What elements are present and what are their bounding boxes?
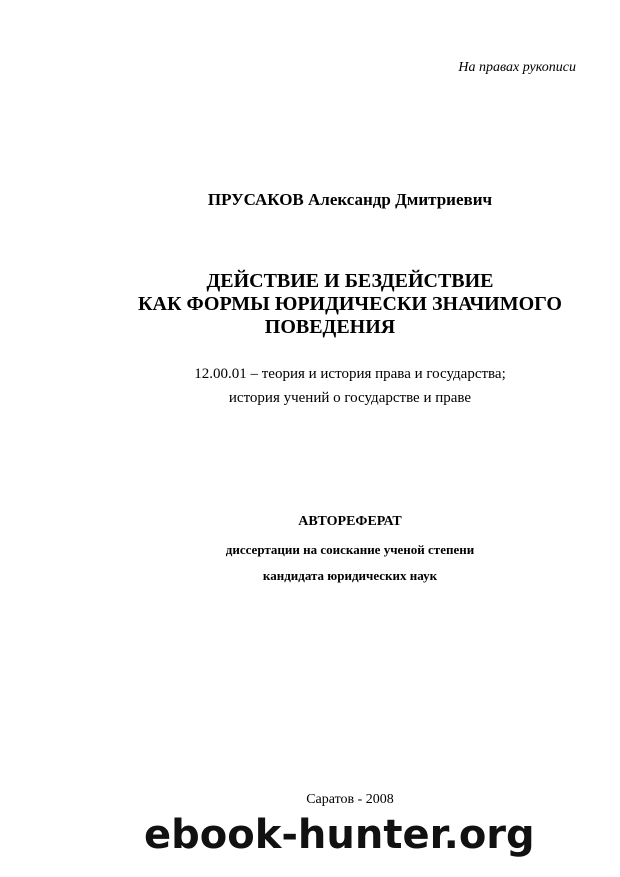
specialty-line: 12.00.01 – теория и история права и государства; [194,366,506,382]
watermark-text: ebook-hunter.org [144,812,535,858]
description-line: диссертации на соискание ученой степени [225,542,475,557]
title-line: КАК ФОРМЫ ЮРИДИЧЕСКИ ЗНАЧИМОГО [138,293,562,315]
title-line: ПОВЕДЕНИЯ [264,316,396,338]
specialty-line: история учений о государстве и праве [228,390,472,406]
document-type: АВТОРЕФЕРАТ [298,514,402,529]
manuscript-note: На правах рукописи [458,60,576,75]
description-line: кандидата юридических наук [262,568,438,583]
place-year: Саратов - 2008 [306,792,394,807]
title-line: ДЕЙСТВИЕ И БЕЗДЕЙСТВИЕ [206,270,494,292]
author-name: ПРУСАКОВ Александр Дмитриевич [207,190,493,209]
